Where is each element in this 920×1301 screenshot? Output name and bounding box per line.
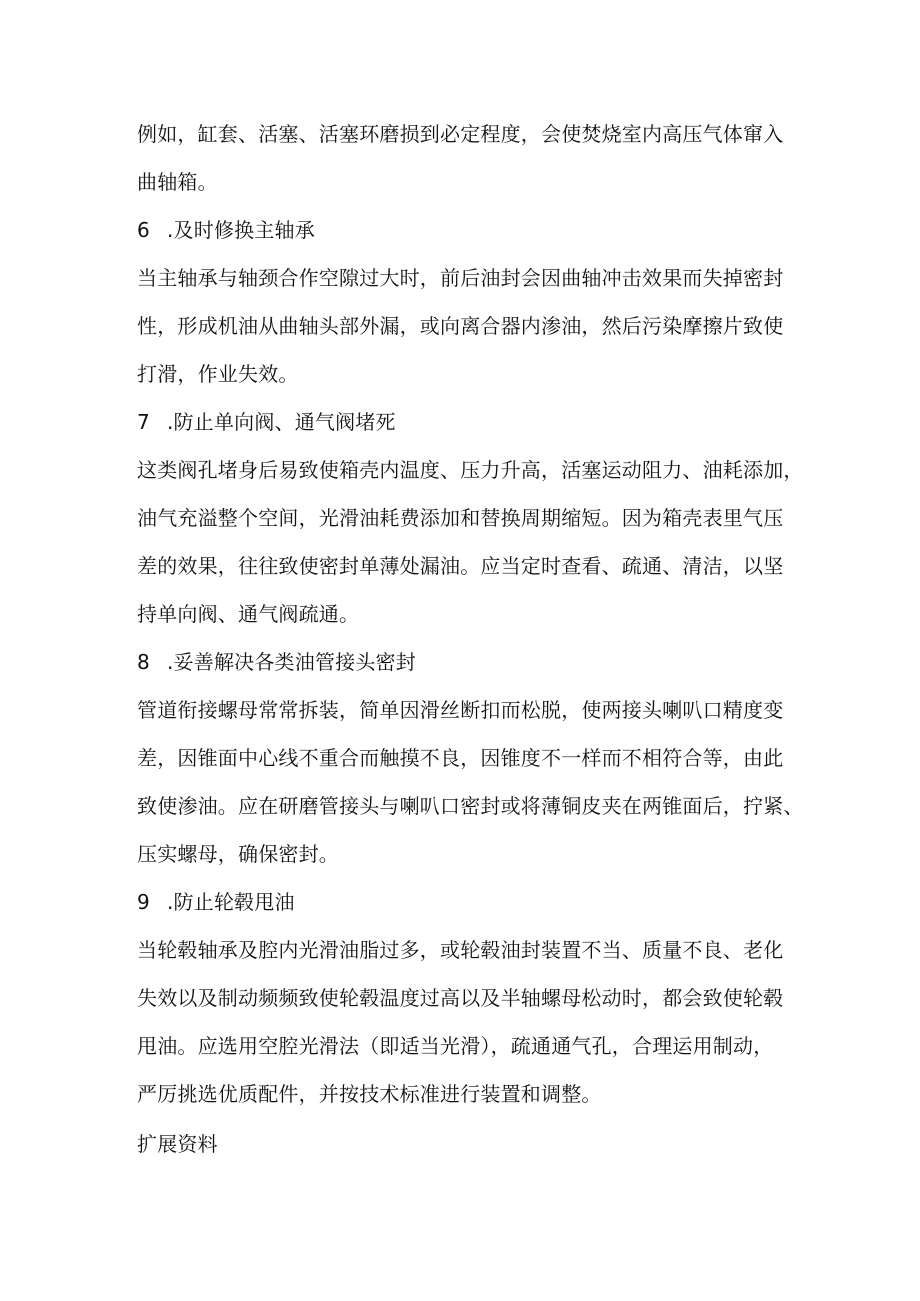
paragraph-line: 持单向阀、通气阀疏通。 (137, 602, 360, 626)
heading-text: .防止轮毂甩油 (167, 890, 295, 914)
heading-number: 6 (137, 218, 150, 242)
paragraph-line: 曲轴箱。 (137, 170, 218, 194)
section-heading (137, 890, 295, 914)
paragraph-line: 压实螺母，确保密封。 (137, 842, 339, 866)
paragraph-line: 差，因锥面中心线不重合而触摸不良，因锥度不一样而不相符合等，由此 (137, 746, 784, 770)
paragraph-line: 甩油。应选用空腔光滑法（即适当光滑），疏通通气孔，合理运用制动， (137, 1034, 774, 1058)
extended-material-label: 扩展资料 (137, 1132, 218, 1156)
heading-text: .妥善解决各类油管接头密封 (167, 650, 416, 674)
paragraph-line: 这类阀孔堵身后易致使箱壳内温度、压力升高，活塞运动阻力、油耗添加， (137, 458, 804, 482)
paragraph-line: 例如，缸套、活塞、活塞环磨损到必定程度，会使焚烧室内高压气体窜入 (137, 122, 784, 146)
paragraph-line: 管道衔接螺母常常拆装，简单因滑丝断扣而松脱，使两接头喇叭口精度变 (137, 698, 784, 722)
heading-text: .及时修换主轴承 (167, 218, 315, 242)
heading-number: 9 (137, 890, 150, 914)
section-heading (137, 218, 315, 242)
heading-text: .防止单向阀、通气阀堵死 (167, 410, 396, 434)
heading-number: 8 (137, 650, 150, 674)
paragraph-line: 油气充溢整个空间，光滑油耗费添加和替换周期缩短。因为箱壳表里气压 (137, 506, 784, 530)
section-heading (137, 650, 416, 674)
section-heading (137, 410, 396, 434)
paragraph-line: 失效以及制动频频致使轮毂温度过高以及半轴螺母松动时，都会致使轮毂 (137, 986, 784, 1010)
paragraph-line: 当主轴承与轴颈合作空隙过大时，前后油封会因曲轴冲击效果而失掉密封 (137, 266, 784, 290)
paragraph-line: 严厉挑选优质配件，并按技术标准进行装置和调整。 (137, 1082, 602, 1106)
paragraph-line: 性，形成机油从曲轴头部外漏，或向离合器内渗油，然后污染摩擦片致使 (137, 314, 784, 338)
paragraph-line: 致使渗油。应在研磨管接头与喇叭口密封或将薄铜皮夹在两锥面后，拧紧、 (137, 794, 804, 818)
paragraph-line: 差的效果，往往致使密封单薄处漏油。应当定时查看、疏通、清洁，以坚 (137, 554, 784, 578)
heading-number: 7 (137, 410, 150, 434)
paragraph-line: 打滑，作业失效。 (137, 362, 299, 386)
paragraph-line: 当轮毂轴承及腔内光滑油脂过多，或轮毂油封装置不当、质量不良、老化 (137, 938, 784, 962)
